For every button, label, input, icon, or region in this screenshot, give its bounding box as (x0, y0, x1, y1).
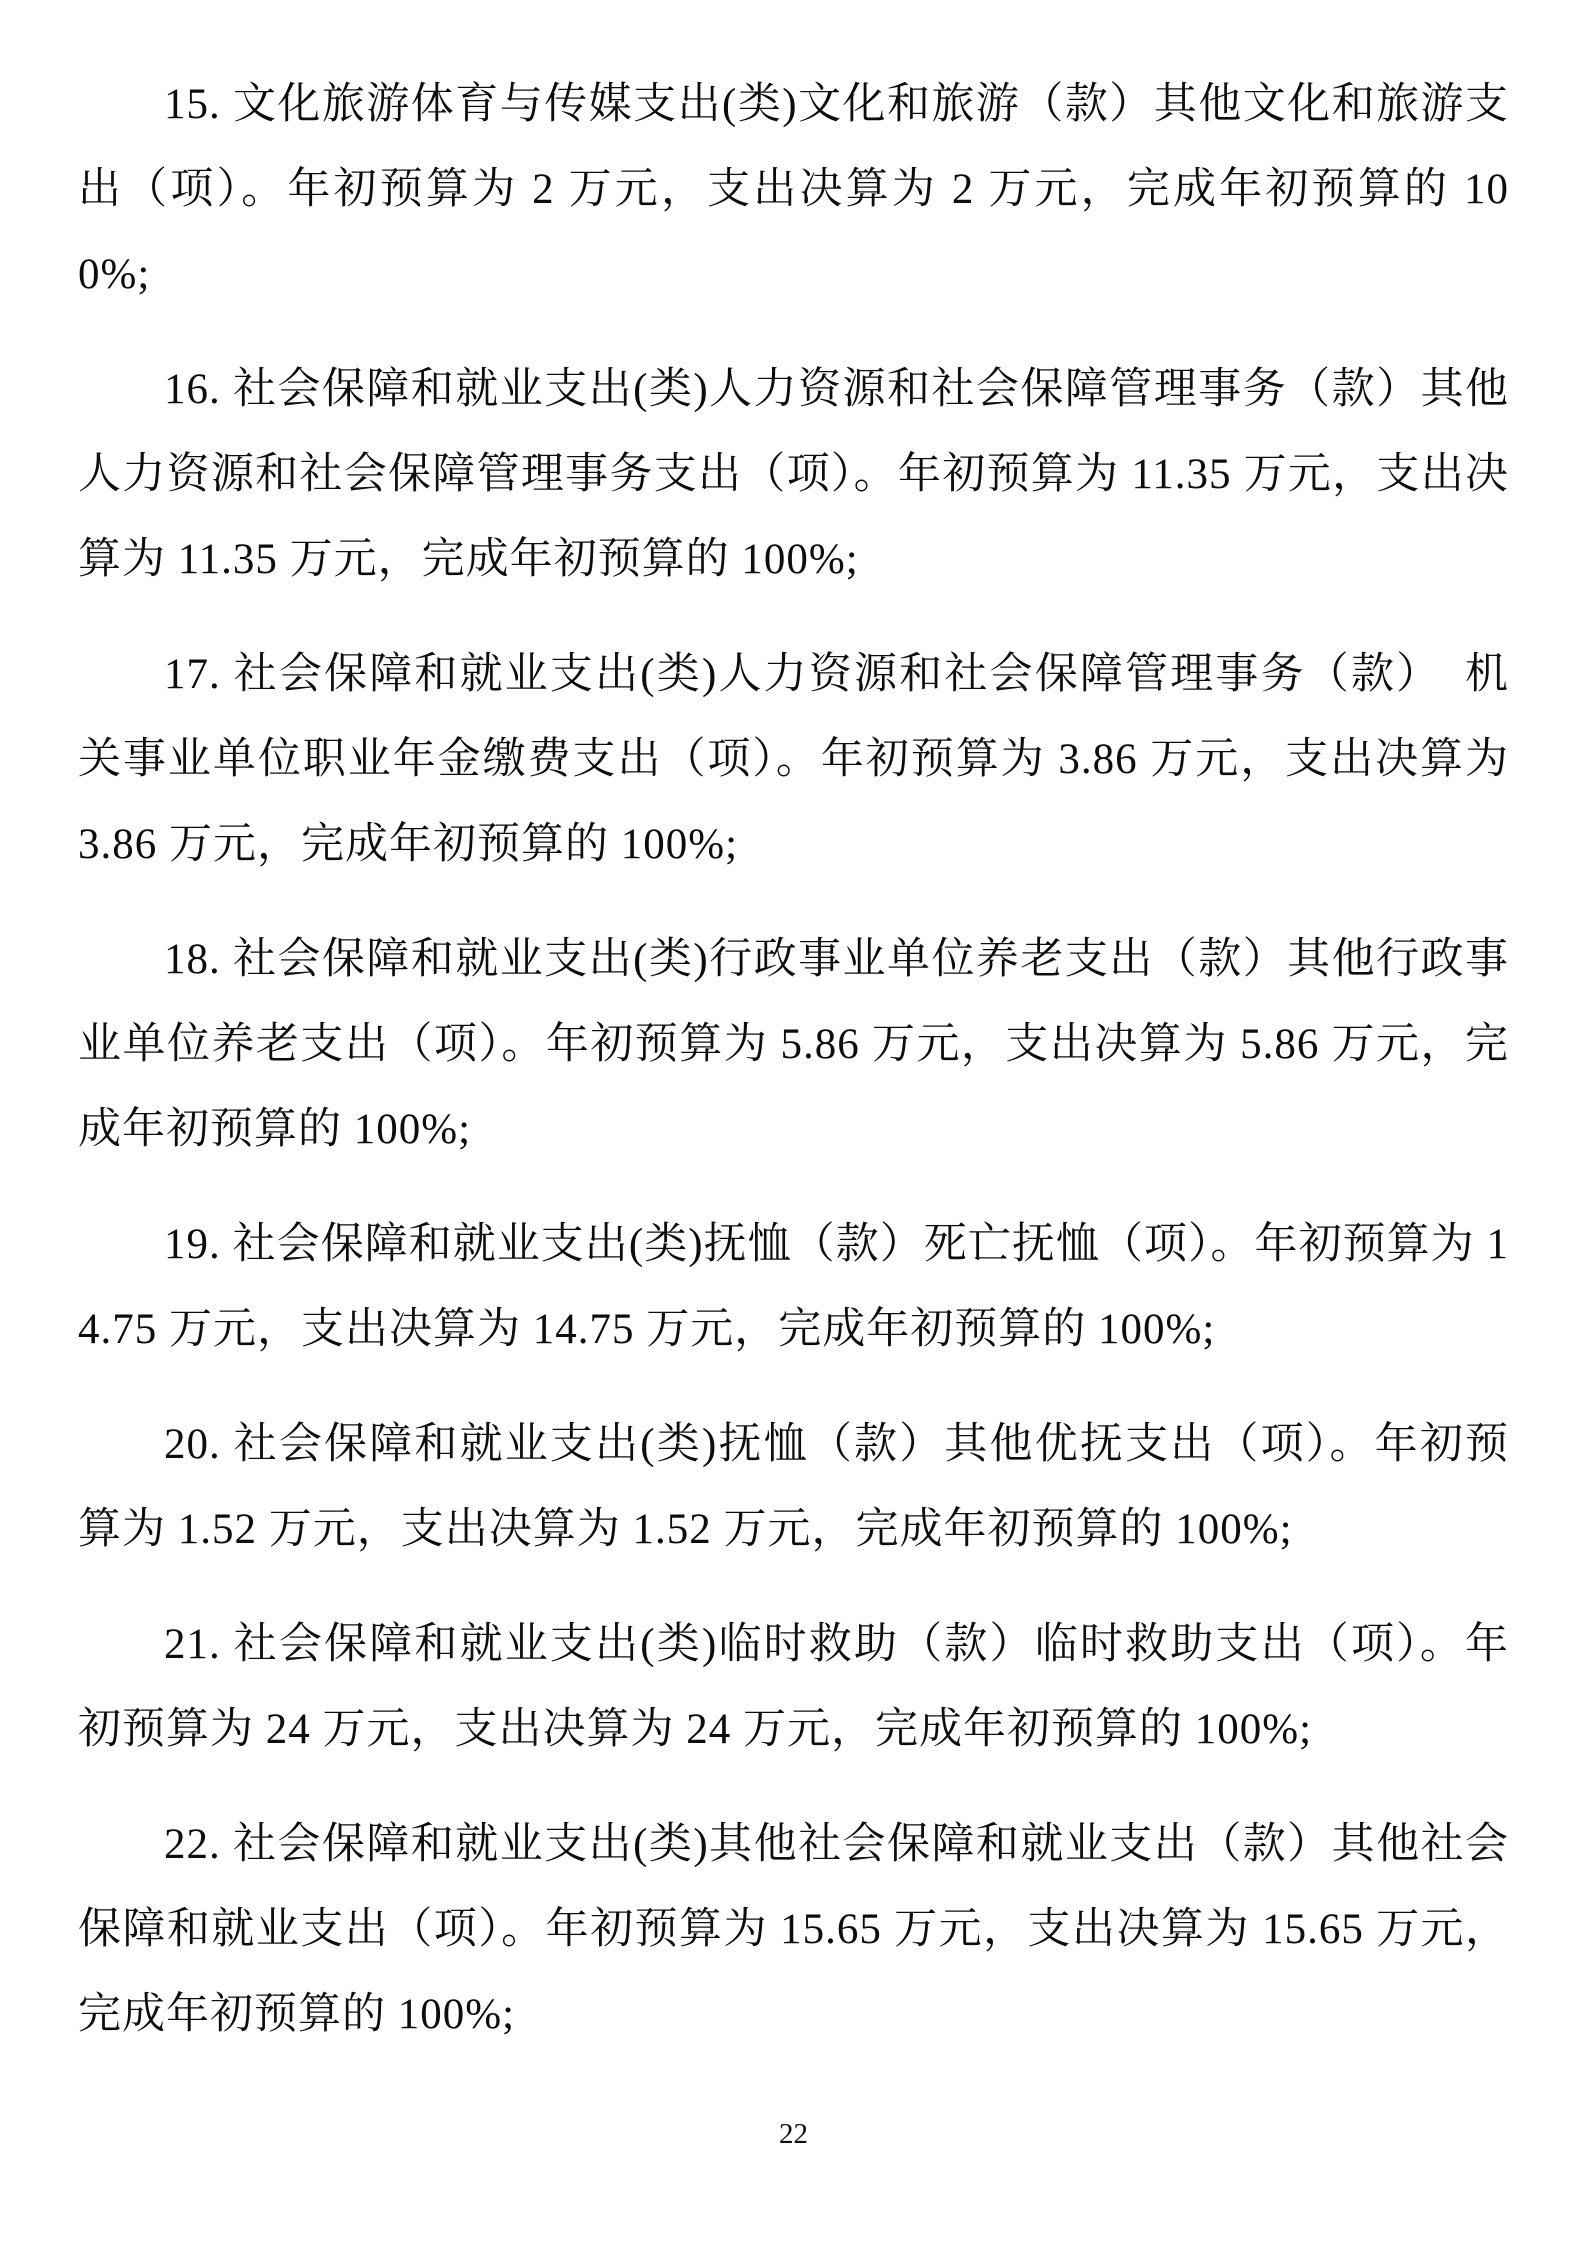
paragraph-item-19: 19. 社会保障和就业支出(类)抚恤（款）死亡抚恤（项）。年初预算为 14.75 万元，支出决算为 14.75 万元，完成年初预算的 100%; (78, 1221, 1509, 1353)
paragraph-item-18: 18. 社会保障和就业支出(类)行政事业单位养老支出（款）其他行政事业单位养老支出（项）。年初预算为 5.86 万元，支出决算为 5.86 万元，完成年初预算的 100%; (78, 936, 1509, 1153)
page-footer (0, 2118, 1587, 2151)
paragraph-item-20: 20. 社会保障和就业支出(类)抚恤（款）其他优抚支出（项）。年初预算为 1.52 万元，支出决算为 1.52 万元，完成年初预算的 100%; (78, 1421, 1509, 1553)
page-number: 22 (779, 2118, 808, 2150)
paragraph-item-17: 17. 社会保障和就业支出(类)人力资源和社会保障管理事务（款） 机关事业单位职业年金缴费支出（项）。年初预算为 3.86 万元，支出决算为 3.86 万元，完成年初预算的 100%; (78, 651, 1509, 868)
paragraph-item-15: 15. 文化旅游体育与传媒支出(类)文化和旅游（款）其他文化和旅游支出（项）。年初预算为 2 万元，支出决算为 2 万元，完成年初预算的 100%; (78, 81, 1509, 298)
paragraph-item-22: 22. 社会保障和就业支出(类)其他社会保障和就业支出（款）其他社会保障和就业支出（项）。年初预算为 15.65 万元，支出决算为 15.65 万元，完成年初预算的 100%; (78, 1821, 1509, 2038)
paragraph-item-16: 16. 社会保障和就业支出(类)人力资源和社会保障管理事务（款）其他人力资源和社会保障管理事务支出（项）。年初预算为 11.35 万元，支出决算为 11.35 万元，完成年初预算的 100%; (78, 366, 1509, 583)
paragraph-item-21: 21. 社会保障和就业支出(类)临时救助（款）临时救助支出（项）。年初预算为 24 万元，支出决算为 24 万元，完成年初预算的 100%; (78, 1621, 1509, 1753)
